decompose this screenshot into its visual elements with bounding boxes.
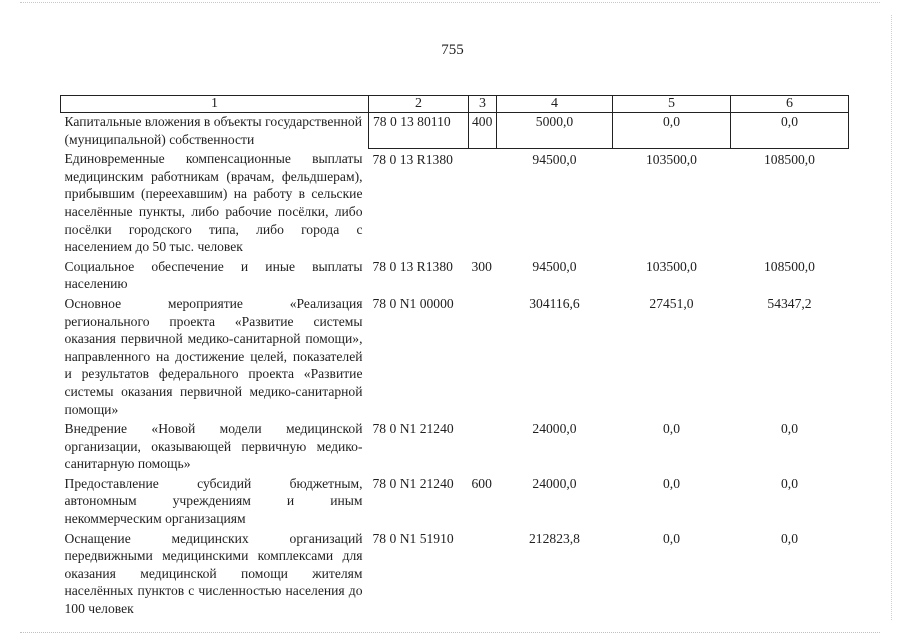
row-name: Основное мероприятие «Реализация регионального проекта «Развитие системы оказания первичной медико-санитарной помощи», направленного на достижение целей, показателей и результатов федерального проекта «Развитие системы оказания первичной медико-санитарной помощи» xyxy=(64,295,363,417)
column-header-4: 4 xyxy=(497,96,613,113)
row-expense-type xyxy=(469,293,497,418)
row-value-year-3: 0,0 xyxy=(781,421,798,437)
row-value-year-1: 212823,8 xyxy=(529,530,580,546)
page-number: 755 xyxy=(441,42,464,58)
row-expense-type xyxy=(469,528,497,618)
row-code: 78 0 N1 51910 xyxy=(372,530,454,546)
column-header-6: 6 xyxy=(731,96,849,113)
table-row xyxy=(61,293,849,418)
row-expense-type: 400 xyxy=(469,113,497,149)
row-name: Социальное обеспечение и иные выплаты населению xyxy=(64,258,363,292)
row-value-year-1: 24000,0 xyxy=(532,475,577,491)
table-row xyxy=(61,113,849,149)
row-code: 78 0 N1 21240 xyxy=(372,475,454,491)
row-code: 78 0 N1 00000 xyxy=(372,295,454,311)
row-value-year-1: 94500,0 xyxy=(532,151,577,167)
row-value-year-1: 24000,0 xyxy=(532,421,577,437)
column-header-1: 1 xyxy=(61,96,369,113)
row-code: 78 0 13 80110 xyxy=(369,113,469,149)
table-header-row xyxy=(61,96,849,113)
table-row xyxy=(61,256,849,293)
row-value-year-3: 54347,2 xyxy=(767,295,812,311)
row-value-year-2: 0,0 xyxy=(613,113,731,149)
scan-edge-right xyxy=(891,15,893,620)
row-name: Единовременные компенсационные выплаты медицинским работникам (врачам, фельдшерам), прибывшим (переехавшим) на работу в сельские населённые пункты, либо рабочие посёлки, либо посёлки городского типа, либо города с населением до 50 тыс. человек xyxy=(64,151,363,255)
row-code: 78 0 N1 21240 xyxy=(372,421,454,437)
table-row xyxy=(61,148,849,256)
row-value-year-1: 304116,6 xyxy=(529,295,580,311)
column-header-5: 5 xyxy=(613,96,731,113)
scan-edge-bottom xyxy=(20,632,880,634)
table-row xyxy=(61,473,849,528)
row-name: Оснащение медицинских организаций передвижными медицинскими комплексами для оказания медицинской помощи жителям населённых пунктов с численностью населения до 100 человек xyxy=(64,530,363,617)
row-code: 78 0 13 R1380 xyxy=(372,258,453,274)
table-row xyxy=(61,418,849,473)
row-value-year-3: 108500,0 xyxy=(764,151,815,167)
row-expense-type: 300 xyxy=(471,258,492,274)
row-name: Капитальные вложения в объекты государственной (муниципальной) собственности xyxy=(64,114,362,147)
row-value-year-2: 0,0 xyxy=(663,530,680,546)
row-value-year-2: 0,0 xyxy=(663,421,680,437)
row-value-year-3: 108500,0 xyxy=(764,258,815,274)
row-code: 78 0 13 R1380 xyxy=(372,151,453,167)
column-header-3: 3 xyxy=(469,96,497,113)
column-header-2: 2 xyxy=(369,96,469,113)
row-value-year-3: 0,0 xyxy=(731,113,849,149)
row-value-year-1: 5000,0 xyxy=(497,113,613,149)
budget-table xyxy=(60,95,849,618)
row-value-year-3: 0,0 xyxy=(781,530,798,546)
row-name: Предоставление субсидий бюджетным, автономным учреждениям и иным некоммерческим организациям xyxy=(64,475,363,527)
row-value-year-2: 103500,0 xyxy=(646,151,697,167)
row-value-year-2: 103500,0 xyxy=(646,258,697,274)
row-expense-type: 600 xyxy=(471,475,492,491)
row-value-year-3: 0,0 xyxy=(781,475,798,491)
row-value-year-2: 27451,0 xyxy=(649,295,694,311)
row-name: Внедрение «Новой модели медицинской организации, оказывающей первичную медико-санитарную помощь» xyxy=(64,421,363,472)
row-value-year-1: 94500,0 xyxy=(532,258,577,274)
table-row xyxy=(61,528,849,618)
scan-edge-top xyxy=(20,2,880,4)
row-expense-type xyxy=(469,148,497,256)
row-expense-type xyxy=(469,418,497,473)
row-value-year-2: 0,0 xyxy=(663,475,680,491)
